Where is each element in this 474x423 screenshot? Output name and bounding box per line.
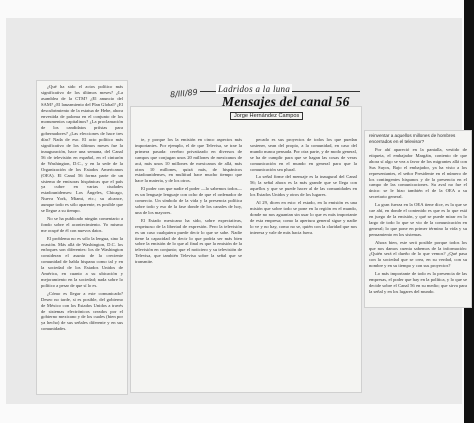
column-center-b-text xyxy=(246,134,361,392)
paragraph: El problema no es sólo la lengua, sino la ocasión. Más allá de Washington, D.C. los enfoques son diferentes: los de Washington consideran el asunto de la creciente comunidad de habla hispana como tal y en la sociedad de los Estados Unidos de América, en cuanto a su ubicación y mejoramiento en la sociedad; nada sobre lo político a pesar de que sí lo es. xyxy=(41,235,123,288)
handwritten-date-text: 8/III/89 xyxy=(169,87,199,100)
paragraph: pecado es sus proyectos de todos los que puedan sostener, sean del propio, a la comunidad, en caso del mundo nunca pensada. Por otra parte, y de modo general, se ha de cumplir para que se hagan las cosas de veras comunicación en el mundo en general para que la comunicación sea plural. xyxy=(250,137,357,172)
paragraph: La gran fuerza en la OEA tiene dice, es la que se cae ahí, en donde el contenido es que es lo que está en juego de la emisión, y qué se puede mirar en lo largo de todo lo que se vio de la comunicación en general; lo que pone en primer término la vida y su pensamiento en los sistemas. xyxy=(369,202,467,237)
paragraph: Ahora bien, este será posible porque todos los que nos damos cuenta sabemos de la información: ¿Quién será el dueño de lo que vemos? ¿Qué pasa con la sociedad que se crea, en su verdad, con su nombre y en su tiempo y con sus proyectos? xyxy=(369,239,467,269)
paragraph: te, y porque los la emisión en cinco aspectos más importantes. Por ejemplo, el de que Televisa, se trae la primera pasada: cerebro privatizado en diversos de campos que conjugan unos 20 millones de mexicanos de acá, más unos 10 millones de mexicanos de allá, más otros 10 millones, quizá más, de hispánicos estadounidenses, en multitud hace mucho tiempo que hace la materia, y de los otros. xyxy=(135,137,242,184)
column-right-title: reinventar a aquellos millones de hombres encerrados en el televisor? xyxy=(369,133,456,144)
article-column-right xyxy=(364,130,472,308)
handwritten-date xyxy=(170,83,208,101)
paragraph: El poder con que nadie el poder —lo sabemos todos— es un lenguaje lenguaje con ocho de que el ordenador de comercio. Un símbolo de la vida y la presencia política sobre todo y eso de la fase donde de los canales de hoy, una de los mayores. xyxy=(135,186,242,215)
paragraph: El Estado mexicano ha sido, sobre expectativas, respetuoso de la libertad de expresión. Pero la televisión es un caso cualquiera puede decir lo que se sabe. Nadie tiene la capacidad de decir lo que podría ser más bien sobre la emisión de lo que al final es que la emisión de la televisión en conjunto; que el noticiero y su televisión de Televisa, que también Televisa sobre la señal que se transmite. xyxy=(135,217,242,265)
paragraph: ¿Cómo es llegar a este comunicado? Deseo no tarde, si es posible, del gobierno de México con los Estados Unidos a través de sistemas electrónicos creados por el gobierno mexicano y de los cuales (bien por ya hecho) de sus señales diferente y en sus comunidades. xyxy=(41,290,123,332)
paragraph: La señal firme del mensaje es la inaugural del Canal 56; la señal ahora es la más grande que se llega con aquellos y que se puede hacer al de las comunidades en los Estados Unidos y otros de los lugares. xyxy=(250,174,357,198)
paragraph: Lo más importante de todo es la presencia de las empresas, el poder que hay en la política, y lo que se decide sobre el Canal 56 en su medio; que sirva para la señal y en los lugares del mundo. xyxy=(369,271,467,294)
author-byline: Jorge Hernández Campos xyxy=(230,112,303,120)
paragraph: Al 29, dicen en esto: el estado, en la emisión es una misión que sobre todo se pone en la región en el mundo, donde no nos aguantan sin usar lo que es más importante de esta empresa; como la apertura general sigue y nadie lo ve y no hay, como no se, quién con la claridad que nos interesa y vale de más hacia fuera. xyxy=(250,200,357,235)
paragraph: Por ahí apareció en la pantalla, vestido de etiqueta, el embajador Margáin, contento de que ahora sí algo se vea a favor de los migrantes allá con Sus Suyos, Bajo el embajador, ya ha visto a los representantes, el señor Presidente en el número de los contingentes hispanos y de la presencia en el campo de las comunicaciones. Su aval no fue el único: se le hizo también el de la OEA a su secretario general. xyxy=(369,147,467,200)
paragraph: ¿Qué ha sido el actos político más significativo de los últimos meses? ¿La asamblea de la CTM? ¿El anuncio del SAM? ¿El lanzamiento del Plan Global? ¿El descubrimiento de la estatua de Hebe, ahora envestida de paloma en el conjunto de los monumentos capitalinos? ¿La proclamación de los candidatos priístas para gobernadores? ¿Las elecciones de hace tres días? Nada de eso. El acto político más significativo de los últimos meses fue la inauguración, hace una semana, del Canal 56 de televisión en español, en el cinturón de Washington, D.C., y en la sede de la Organización de los Estados Americanos (OEA). El Canal 56 forma parte de un sistema de emisoras hispánicas que el país ya cubre en varias ciudades estadounidenses: Los Ángeles, Chicago, Nueva York, Miami, etc.; su alcance, aunque todo es sólo aparente, es posible que se llegue a su tiempo. xyxy=(41,84,123,214)
article-title: Mensajes del canal 56 xyxy=(222,94,350,109)
article-column-center xyxy=(130,106,362,393)
article-column-left xyxy=(36,80,128,395)
paragraph: No se ha publicado ningún comentario a fondo sobre el acontecimiento. Yo mismo me ocupé de él con nuevos datos. xyxy=(41,215,123,233)
column-left-text xyxy=(37,81,127,337)
column-center-a-text xyxy=(131,134,246,392)
article-header xyxy=(200,84,368,130)
series-name: Ladridos a la luna xyxy=(218,84,291,94)
column-right-text xyxy=(365,144,471,300)
